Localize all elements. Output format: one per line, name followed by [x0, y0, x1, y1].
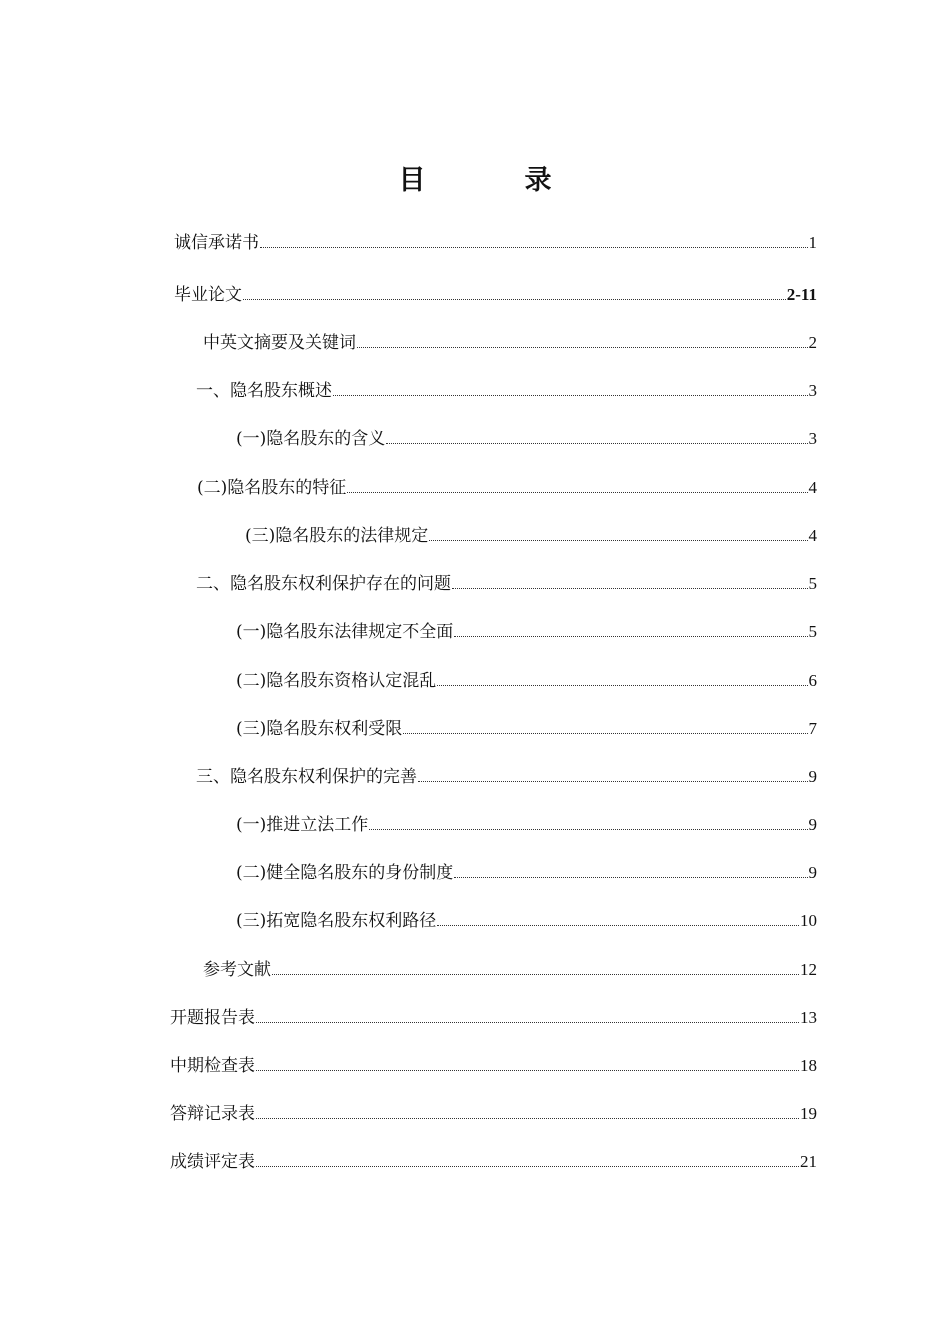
toc-entry[interactable] [245, 523, 817, 549]
toc-entry-label: (一)隐名股东的含义 [236, 429, 386, 449]
toc-leader-dots [347, 492, 807, 493]
toc-leader-dots [260, 247, 808, 248]
toc-leader-dots [256, 1166, 799, 1167]
toc-entry-label: 开题报告表 [170, 1008, 255, 1028]
toc-entry-page: 9 [808, 815, 817, 834]
toc-leader-dots [256, 1022, 799, 1023]
page-title: 目 录 [398, 165, 588, 196]
toc-leader-dots [418, 781, 808, 782]
toc-leader-dots [403, 733, 807, 734]
toc-entry[interactable] [196, 378, 817, 404]
toc-entry[interactable] [236, 860, 817, 886]
toc-leader-dots [454, 636, 807, 637]
toc-entry[interactable] [236, 619, 817, 645]
toc-entry-label: 中期检查表 [170, 1056, 255, 1076]
toc-entry-page: 5 [808, 622, 817, 641]
toc-entry-page: 4 [808, 526, 817, 545]
toc-entry-page: 9 [808, 863, 817, 882]
toc-entry-label: (三)隐名股东的法律规定 [245, 526, 429, 546]
toc-entry-label: (二)隐名股东的特征 [197, 478, 347, 498]
toc-entry-label: (二)隐名股东资格认定混乱 [236, 671, 437, 691]
toc-entry-page: 7 [808, 719, 817, 738]
toc-leader-dots [272, 974, 799, 975]
toc-entry-label: 一、隐名股东概述 [196, 381, 332, 401]
toc-entry-label: 答辩记录表 [170, 1104, 255, 1124]
toc-entry[interactable] [170, 1005, 817, 1031]
toc-entry[interactable] [196, 571, 817, 597]
toc-entry[interactable] [174, 282, 817, 308]
toc-entry-page: 21 [800, 1152, 817, 1171]
toc-leader-dots [437, 925, 799, 926]
toc-entry[interactable] [197, 475, 817, 501]
toc-entry-label: (二)健全隐名股东的身份制度 [236, 863, 454, 883]
toc-leader-dots [369, 829, 807, 830]
toc-entry[interactable] [203, 957, 817, 983]
toc-entry[interactable] [174, 230, 817, 256]
toc-entry[interactable] [236, 908, 817, 934]
toc-entry-page: 18 [800, 1056, 817, 1075]
toc-entry-page: 12 [800, 960, 817, 979]
toc-entry-label: 中英文摘要及关键词 [203, 333, 356, 353]
toc-entry[interactable] [203, 330, 817, 356]
toc-leader-dots [243, 299, 786, 300]
toc-entry-page: 2-11 [786, 285, 817, 304]
toc-entry-page: 4 [808, 478, 817, 497]
toc-entry[interactable] [170, 1053, 817, 1079]
toc-entry-page: 3 [808, 381, 817, 400]
toc-entry-page: 5 [808, 574, 817, 593]
toc-entry-page: 6 [808, 671, 817, 690]
toc-entry-label: (一)隐名股东法律规定不全面 [236, 622, 454, 642]
toc-leader-dots [386, 443, 807, 444]
toc-leader-dots [333, 395, 808, 396]
toc-leader-dots [256, 1070, 799, 1071]
toc-entry[interactable] [236, 668, 817, 694]
toc-entry-label: (三)隐名股东权利受限 [236, 719, 403, 739]
toc-entry-label: 诚信承诺书 [174, 233, 259, 253]
toc-entry[interactable] [170, 1149, 817, 1175]
toc-entry-label: 三、隐名股东权利保护的完善 [196, 767, 417, 787]
toc-entry-label: (三)拓宽隐名股东权利路径 [236, 911, 437, 931]
toc-entry-page: 13 [800, 1008, 817, 1027]
toc-entry-label: 成绩评定表 [170, 1152, 255, 1172]
toc-entry[interactable] [236, 716, 817, 742]
toc-entry-label: 毕业论文 [174, 285, 242, 305]
toc-entry[interactable] [236, 426, 817, 452]
toc-leader-dots [452, 588, 808, 589]
toc-leader-dots [357, 347, 808, 348]
toc-leader-dots [256, 1118, 799, 1119]
toc-entry-page: 10 [800, 911, 817, 930]
toc-entry-page: 19 [800, 1104, 817, 1123]
toc-entry-page: 9 [808, 767, 817, 786]
toc-entry-page: 3 [808, 429, 817, 448]
toc-entry-label: 参考文献 [203, 960, 271, 980]
toc-entry-label: 二、隐名股东权利保护存在的问题 [196, 574, 451, 594]
toc-entry[interactable] [170, 1101, 817, 1127]
toc-leader-dots [437, 685, 807, 686]
toc-entry-label: (一)推进立法工作 [236, 815, 369, 835]
toc-leader-dots [454, 877, 807, 878]
toc-entry-page: 2 [808, 333, 817, 352]
toc-entry[interactable] [236, 812, 817, 838]
toc-entry[interactable] [196, 764, 817, 790]
toc-leader-dots [429, 540, 807, 541]
toc-entry-page: 1 [808, 233, 817, 252]
